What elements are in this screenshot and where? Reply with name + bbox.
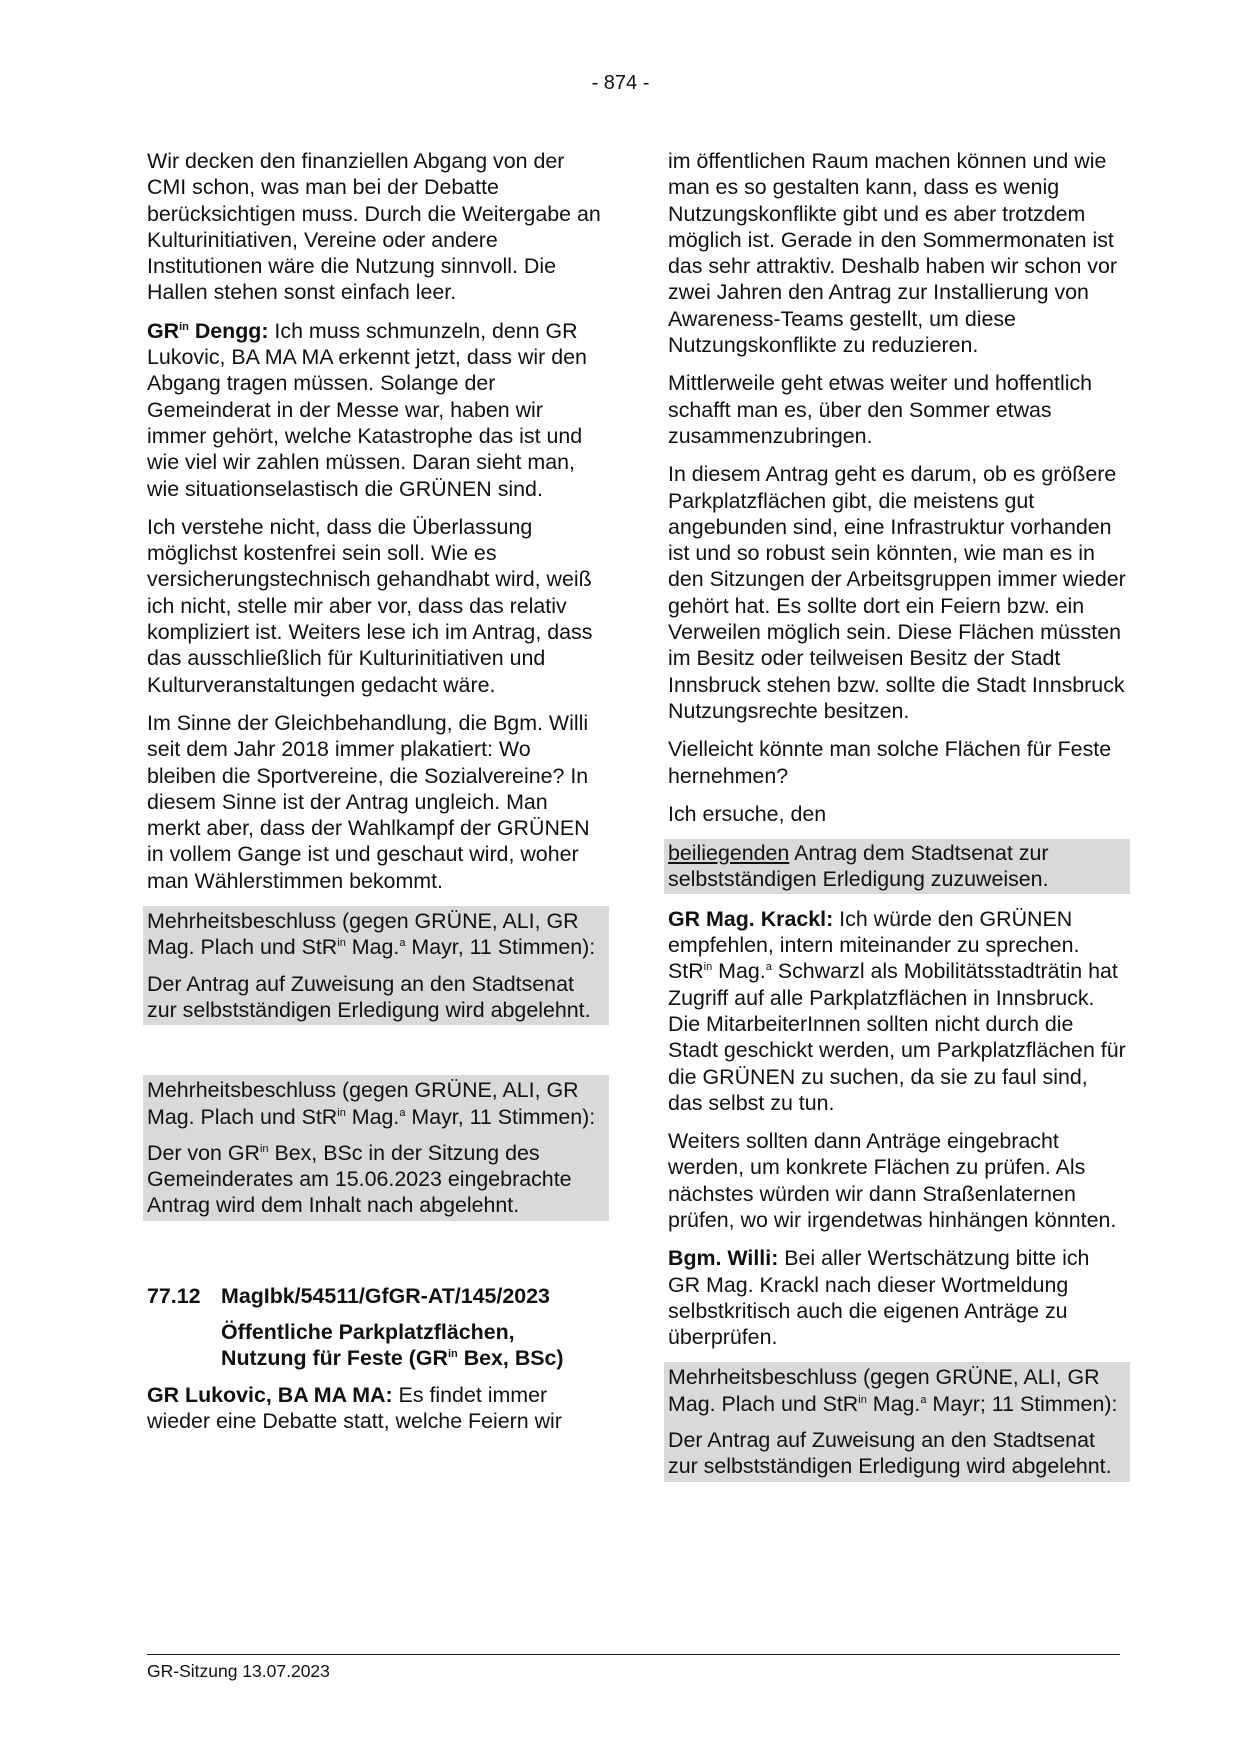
left-column	[147, 148, 605, 1446]
agenda-item-reference: MagIbk/54511/GfGR-AT/145/2023	[221, 1283, 550, 1308]
speaker-label: GR Mag. Krackl:	[668, 906, 834, 931]
agenda-item-title: Öffentliche Parkplatzflächen, Nutzung für Feste ($GR^{in}$ Bex, BSc)	[221, 1319, 564, 1371]
resolution-vote: Mehrheitsbeschluss (gegen GRÜNE, ALI, GR Mag. Plach und StR$^{in}$ Mag.$^a$ Mayr, 11 Stimmen):	[147, 1078, 596, 1129]
speaker-label: GR Lukovic, BA MA MA:	[147, 1382, 393, 1407]
resolution-box	[664, 1362, 1130, 1481]
paragraph: Mittlerweile geht etwas weiter und hoffentlich schafft man es, über den Sommer etwas zusammenzubringen.	[668, 371, 1093, 448]
resolution-box	[143, 906, 609, 1025]
resolution-box	[143, 1075, 609, 1220]
speech-lukovic: GR Lukovic, BA MA MA: Es findet immer wieder eine Debatte statt, welche Feiern wir	[147, 1382, 562, 1433]
paragraph: Ich ersuche, den	[668, 801, 827, 826]
paragraph: In diesem Antrag geht es darum, ob es größere Parkplatzflächen gibt, die meistens gut angebunden sind, eine Infrastruktur vorhanden ist und so robust sein könnten, wie man es in den Sitzungen der Arbeitsgruppen immer wieder gehört hat. Es sollte dort ein Feiern bzw. ein Verweilen möglich sein. Diese Flächen müssten im Besitz oder teilweisen Besitz der Stadt Innsbruck stehen bzw. sollte die Stadt Innsbruck Nutzungsrechte besitzen.	[668, 462, 1126, 723]
speaker-label: Bgm. Willi:	[668, 1246, 779, 1271]
speaker-label: $GR^{in}$ Dengg:	[147, 318, 269, 343]
speech-dengg: $GR^{in}$ Dengg: Ich muss schmunzeln, denn GR Lukovic, BA MA MA erkennt jetzt, dass wir den Abgang tragen müssen. Solange der Gemeinderat in der Messe war, haben wir immer gehört, welche Katastrophe das ist und wie viel wir zahlen müssen. Daran sieht man, wie situationselastisch die GRÜNEN sind.	[147, 318, 587, 501]
paragraph: Wir decken den finanziellen Abgang von der CMI schon, was man bei der Debatte berücksichtigen muss. Durch die Weitergabe an Kulturinitiativen, Vereine oder andere Institutionen wäre die Nutzung sinnvoll. Die Hallen stehen sonst einfach leer.	[147, 149, 601, 305]
right-column	[668, 148, 1126, 1494]
paragraph: Ich verstehe nicht, dass die Überlassung möglichst kostenfrei sein soll. Wie es versicherungstechnisch gehandhabt wird, weiß ich nicht, stelle mir aber vor, dass das relativ kompliziert ist. Weiters lese ich im Antrag, dass das ausschließlich für Kulturinitiativen und Kulturveranstaltungen gedacht wäre.	[147, 514, 593, 697]
paragraph: Weiters sollten dann Anträge eingebracht werden, um konkrete Flächen zu prüfen. Als nächstes würden wir dann Straßenlaternen prüfen, wo wir irgendetwas hinhängen könnten.	[668, 1129, 1117, 1232]
agenda-item-number: 77.12	[147, 1283, 201, 1308]
paragraph: im öffentlichen Raum machen können und wie man es so gestalten kann, dass es wenig Nutzungskonflikte gibt und es aber trotzdem möglich ist. Gerade in den Sommermonaten ist das sehr attraktiv. Deshalb haben wir schon vor zwei Jahren den Antrag zur Installierung von Awareness-Teams gestellt, um diese Nutzungskonflikte zu reduzieren.	[668, 149, 1118, 358]
page-number: - 874 -	[591, 72, 650, 94]
footer-divider	[147, 1654, 1120, 1655]
resolution-vote: Mehrheitsbeschluss (gegen GRÜNE, ALI, GR Mag. Plach und StR$^{in}$ Mag.$^a$ Mayr, 11 Stimmen):	[147, 909, 596, 960]
resolution-result: Der Antrag auf Zuweisung an den Stadtsenat zur selbstständigen Erledigung wird abgelehnt.	[147, 971, 591, 1022]
paragraph: Im Sinne der Gleichbehandlung, die Bgm. Willi seit dem Jahr 2018 immer plakatiert: Wo bleiben die Sportvereine, die Sozialvereine? In diesem Sinne ist der Antrag ungleich. Man merkt aber, dass der Wahlkampf der GRÜNEN in vollem Gange ist und geschaut wird, woher man Wählerstimmen bekommt.	[147, 710, 590, 893]
motion-link: beiliegenden	[668, 841, 790, 866]
resolution-result: Der Antrag auf Zuweisung an den Stadtsenat zur selbstständigen Erledigung wird abgelehnt.	[668, 1428, 1112, 1479]
resolution-result: Der von $GR^{in}$ Bex, BSc in der Sitzung des Gemeinderates am 15.06.2023 eingebrachte Antrag wird dem Inhalt nach abgelehnt.	[147, 1140, 572, 1218]
speech-krackl: GR Mag. Krackl: Ich würde den GRÜNEN empfehlen, intern miteinander zu sprechen. StR$^{in}$ Mag.$^a$ Schwarzl als Mobilitätsstadträtin hat Zugriff auf alle Parkplatzflächen in Innsbruck. Die MitarbeiterInnen sollten nicht durch die Stadt geschickt werden, um Parkplatzflächen für die GRÜNEN zu suchen, da sie zu faul sind, das selbst zu tun.	[668, 906, 1126, 1115]
agenda-item-heading	[147, 1283, 605, 1309]
motion-box: beiliegenden Antrag dem Stadtsenat zur selbstständigen Erledigung zuzuweisen.	[664, 839, 1130, 894]
paragraph: Vielleicht könnte man solche Flächen für Feste hernehmen?	[668, 737, 1112, 788]
footer-session-date: GR-Sitzung 13.07.2023	[147, 1661, 330, 1681]
resolution-vote: Mehrheitsbeschluss (gegen GRÜNE, ALI, GR Mag. Plach und StR$^{in}$ Mag.$^a$ Mayr; 11 Stimmen):	[668, 1365, 1118, 1416]
speech-willi: Bgm. Willi: Bei aller Wertschätzung bitte ich GR Mag. Krackl nach dieser Wortmeldung selbstkritisch auch die eigenen Anträge zu überprüfen.	[668, 1246, 1090, 1350]
